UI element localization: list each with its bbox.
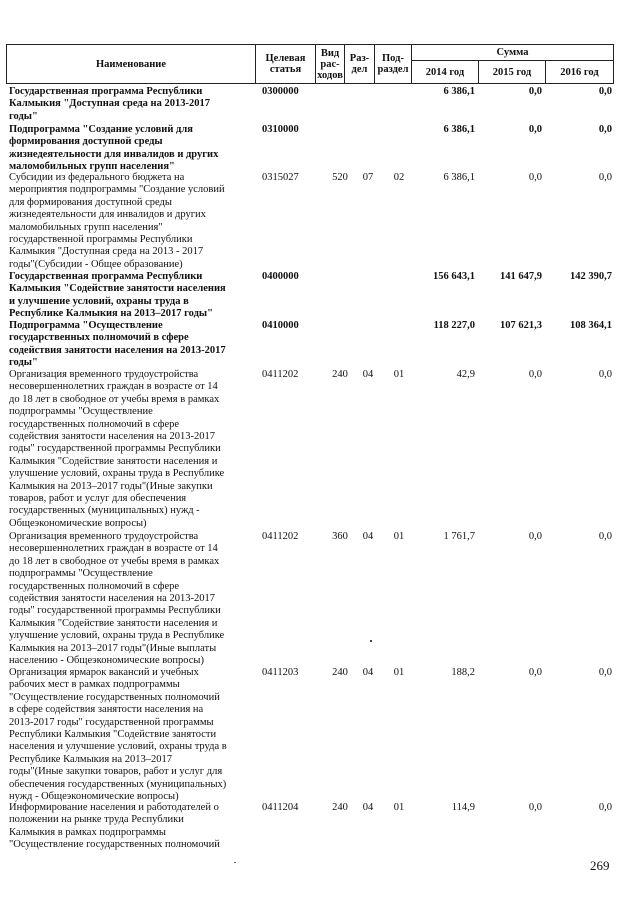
table-header [6, 44, 614, 84]
row-name: Государственная программа Республики Калмыкия "Доступная среда на 2013-2017 годы" [9, 86, 210, 122]
header-sum: Сумма [412, 45, 613, 61]
row-podrazdel: 01 [393, 531, 405, 542]
row-2016: 0,0 [598, 802, 612, 813]
row-vid: 240 [332, 802, 348, 813]
row-2014: 6 386,1 [443, 172, 475, 183]
scan-speck [234, 862, 236, 863]
row-2015: 0,0 [528, 369, 542, 380]
header-2015: 2015 год [479, 61, 546, 83]
row-2015: 0,0 [528, 531, 542, 542]
row-podrazdel: 02 [393, 172, 405, 183]
row-2015: 107 621,3 [500, 320, 542, 331]
row-code: 0315027 [262, 172, 299, 183]
row-2014: 6 386,1 [443, 86, 475, 97]
header-name: Наименование [7, 45, 256, 83]
row-2014: 118 227,0 [433, 320, 475, 331]
row-podrazdel: 01 [393, 802, 405, 813]
header-podrazdel: Под- раздел [375, 45, 412, 83]
row-name: Подпрограмма "Осуществление государственных полномочий в сфере содействия занятости населения на 2013-2017 годы" [9, 320, 226, 369]
row-code: 0411203 [262, 667, 299, 678]
row-2015: 141 647,9 [500, 271, 542, 282]
row-code: 0400000 [262, 271, 299, 282]
row-code: 0300000 [262, 86, 299, 97]
row-code: 0411202 [262, 531, 299, 542]
header-razdel: Раз- дел [345, 45, 375, 83]
row-razdel: 04 [362, 802, 374, 813]
row-code: 0411202 [262, 369, 299, 380]
row-vid: 240 [332, 369, 348, 380]
row-name: Подпрограмма "Создание условий для формирования доступной среды жизнедеятельности для инвалидов и других маломобильных групп населения" [9, 124, 219, 173]
row-vid: 360 [332, 531, 348, 542]
row-2015: 0,0 [528, 172, 542, 183]
row-name: Организация временного трудоустройства несовершеннолетних граждан в возрасте от 14 до 18 лет в свободное от учебы время в рамках подпрограммы "Осуществление государственных полномочий в сфере содействия занятости населения на 2013-2017 годы" государственной программы Республики Калмыкия "Содействие занятости населения и улучшение условий, охраны труда в Республике Калмыкия на 2013–2017 годы"(Иные закупки товаров, работ и услуг для обеспечения государственных (муниципальных) нужд - Общеэкономические вопросы) [9, 369, 225, 529]
row-code: 0310000 [262, 124, 299, 135]
row-2014: 6 386,1 [443, 124, 475, 135]
scan-speck [370, 640, 372, 642]
row-2016: 108 364,1 [570, 320, 612, 331]
header-2016: 2016 год [560, 66, 599, 78]
row-code: 0410000 [262, 320, 299, 331]
header-2014: 2014 год [412, 61, 479, 83]
row-2015: 0,0 [528, 124, 542, 135]
row-razdel: 04 [362, 667, 374, 678]
row-name: Организация ярмарок вакансий и учебных рабочих мест в рамках подпрограммы "Осуществление государственных полномочий в сфере содействия занятости населения на 2013-2017 годы" государственной программы Республики Калмыкия "Содействие занятости населения и улучшение условий, охраны труда в Республике Калмыкия на 2013–2017 годы"(Иные закупки товаров, работ и услуг для обеспечения государственных (муниципальных) нужд - Общеэкономические вопросы) [9, 667, 227, 803]
row-2016: 0,0 [598, 86, 612, 97]
row-2016: 0,0 [598, 172, 612, 183]
row-2016: 0,0 [598, 124, 612, 135]
row-name: Субсидии из федерального бюджета на мероприятия подпрограммы "Создание условий для формирования доступной среды жизнедеятельности для инвалидов и других маломобильных групп населения" государственной программы Республики Калмыкия "Доступная среда на 2013 - 2017 годы"(Субсидии - Общее образование) [9, 172, 225, 270]
row-2015: 0,0 [528, 667, 542, 678]
row-2016: 142 390,7 [570, 271, 612, 282]
row-2016: 0,0 [598, 667, 612, 678]
header-vid: Вид рас- ходов [316, 45, 345, 83]
header-code: Целевая статья [256, 45, 316, 83]
row-2014: 114,9 [451, 802, 475, 813]
row-2016: 0,0 [598, 369, 612, 380]
row-podrazdel: 01 [393, 369, 405, 380]
row-name: Государственная программа Республики Калмыкия "Содействие занятости населения и улучшение условий, охраны труда в Республике Калмыкия на 2013–2017 годы" [9, 271, 226, 320]
row-2015: 0,0 [528, 802, 542, 813]
row-vid: 240 [332, 667, 348, 678]
row-razdel: 07 [362, 172, 374, 183]
row-2014: 156 643,1 [433, 271, 475, 282]
row-vid: 520 [332, 172, 348, 183]
row-2015: 0,0 [528, 86, 542, 97]
row-name: Информирование населения и работодателей о положении на рынке труда Республики Калмыкия в рамках подпрограммы "Осуществление государственных полномочий [9, 802, 220, 851]
row-code: 0411204 [262, 802, 299, 813]
row-2014: 42,9 [456, 369, 475, 380]
row-2014: 188,2 [451, 667, 475, 678]
row-name: Организация временного трудоустройства несовершеннолетних граждан в возрасте от 14 до 18 лет в свободное от учебы время в рамках подпрограммы "Осуществление государственных полномочий в сфере содействия занятости населения на 2013-2017 годы" государственной программы Республики Калмыкия "Содействие занятости населения и улучшение условий, охраны труда в Республике Калмыкия на 2013–2017 годы"(Иные выплаты населению - Общеэкономические вопросы) [9, 531, 225, 667]
row-razdel: 04 [362, 531, 374, 542]
row-2016: 0,0 [598, 531, 612, 542]
row-2014: 1 761,7 [443, 531, 475, 542]
row-razdel: 04 [362, 369, 374, 380]
page-number: 269 [590, 858, 610, 873]
row-podrazdel: 01 [393, 667, 405, 678]
